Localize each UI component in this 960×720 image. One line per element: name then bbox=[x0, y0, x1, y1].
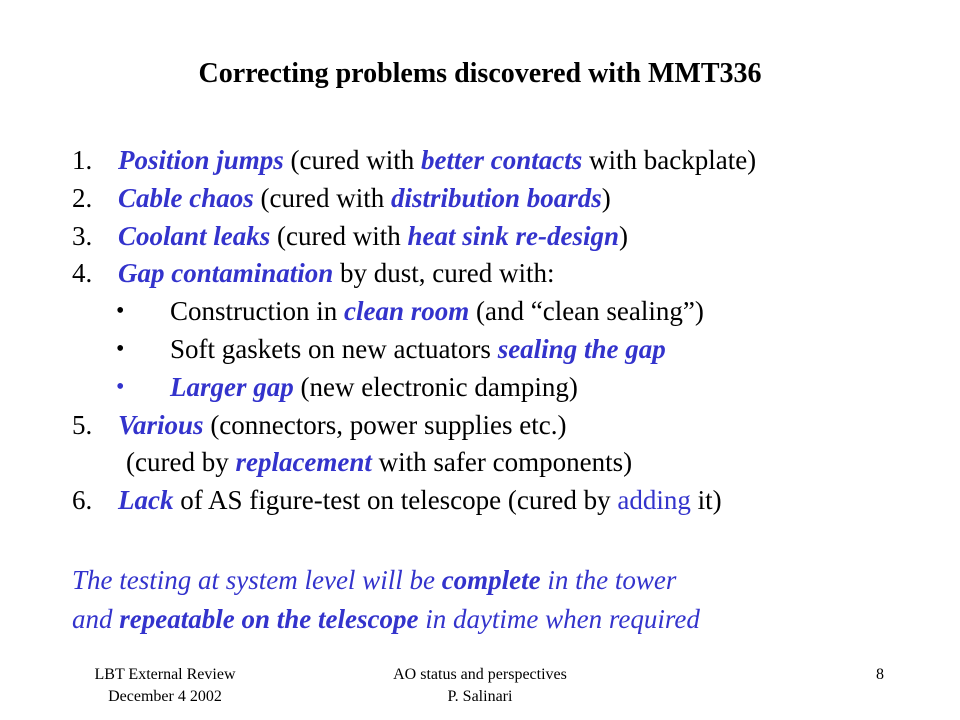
bullet-icon: • bbox=[116, 335, 125, 362]
conclusion-text bbox=[72, 561, 942, 639]
page-number: 8 bbox=[876, 666, 884, 683]
item-text: Position jumps (cured with better contacts with backplate) bbox=[118, 145, 757, 175]
problem-list bbox=[72, 142, 932, 520]
item-text: Lack of AS figure-test on telescope (cured by adding it) bbox=[118, 485, 722, 516]
list-item-5-continuation bbox=[72, 444, 932, 482]
footer-event: LBT External Review December 4 2002 bbox=[94, 666, 236, 705]
item-text: (cured by replacement with safer components) bbox=[126, 447, 633, 478]
item-number: 6. bbox=[72, 485, 93, 516]
item-number: 2. bbox=[72, 182, 93, 213]
conclusion-line-2: and repeatable on the telescope in daytime when required bbox=[72, 604, 700, 634]
item-text: Larger gap (new electronic damping) bbox=[170, 371, 578, 402]
list-item-5 bbox=[72, 407, 932, 445]
item-text: Construction in clean room (and “clean sealing”) bbox=[170, 296, 704, 327]
sub-bullet-soft-gaskets bbox=[72, 331, 932, 369]
conclusion-line-1: The testing at system level will be complete in the tower bbox=[72, 565, 677, 595]
list-item-6 bbox=[72, 482, 932, 520]
sub-bullet-clean-room bbox=[72, 293, 932, 331]
item-text: Soft gaskets on new actuators sealing the gap bbox=[170, 333, 666, 364]
item-number: 1. bbox=[72, 145, 93, 175]
footer-presentation: AO status and perspectives P. Salinari bbox=[393, 666, 567, 705]
list-item-1 bbox=[72, 142, 932, 180]
bullet-icon: • bbox=[116, 298, 125, 325]
slide-title: Correcting problems discovered with MMT336 bbox=[198, 58, 762, 89]
item-number: 3. bbox=[72, 220, 93, 251]
sub-bullet-larger-gap bbox=[72, 369, 932, 407]
item-text: Various (connectors, power supplies etc.) bbox=[118, 409, 567, 440]
item-text: Coolant leaks (cured with heat sink re-design) bbox=[118, 220, 629, 251]
item-text: Cable chaos (cured with distribution boards) bbox=[118, 182, 611, 213]
item-number: 4. bbox=[72, 258, 93, 289]
item-number: 5. bbox=[72, 409, 93, 440]
bullet-icon: • bbox=[116, 373, 125, 400]
item-text: Gap contamination by dust, cured with: bbox=[118, 258, 555, 289]
list-item-2 bbox=[72, 180, 932, 218]
list-item-3 bbox=[72, 218, 932, 256]
list-item-4 bbox=[72, 255, 932, 293]
